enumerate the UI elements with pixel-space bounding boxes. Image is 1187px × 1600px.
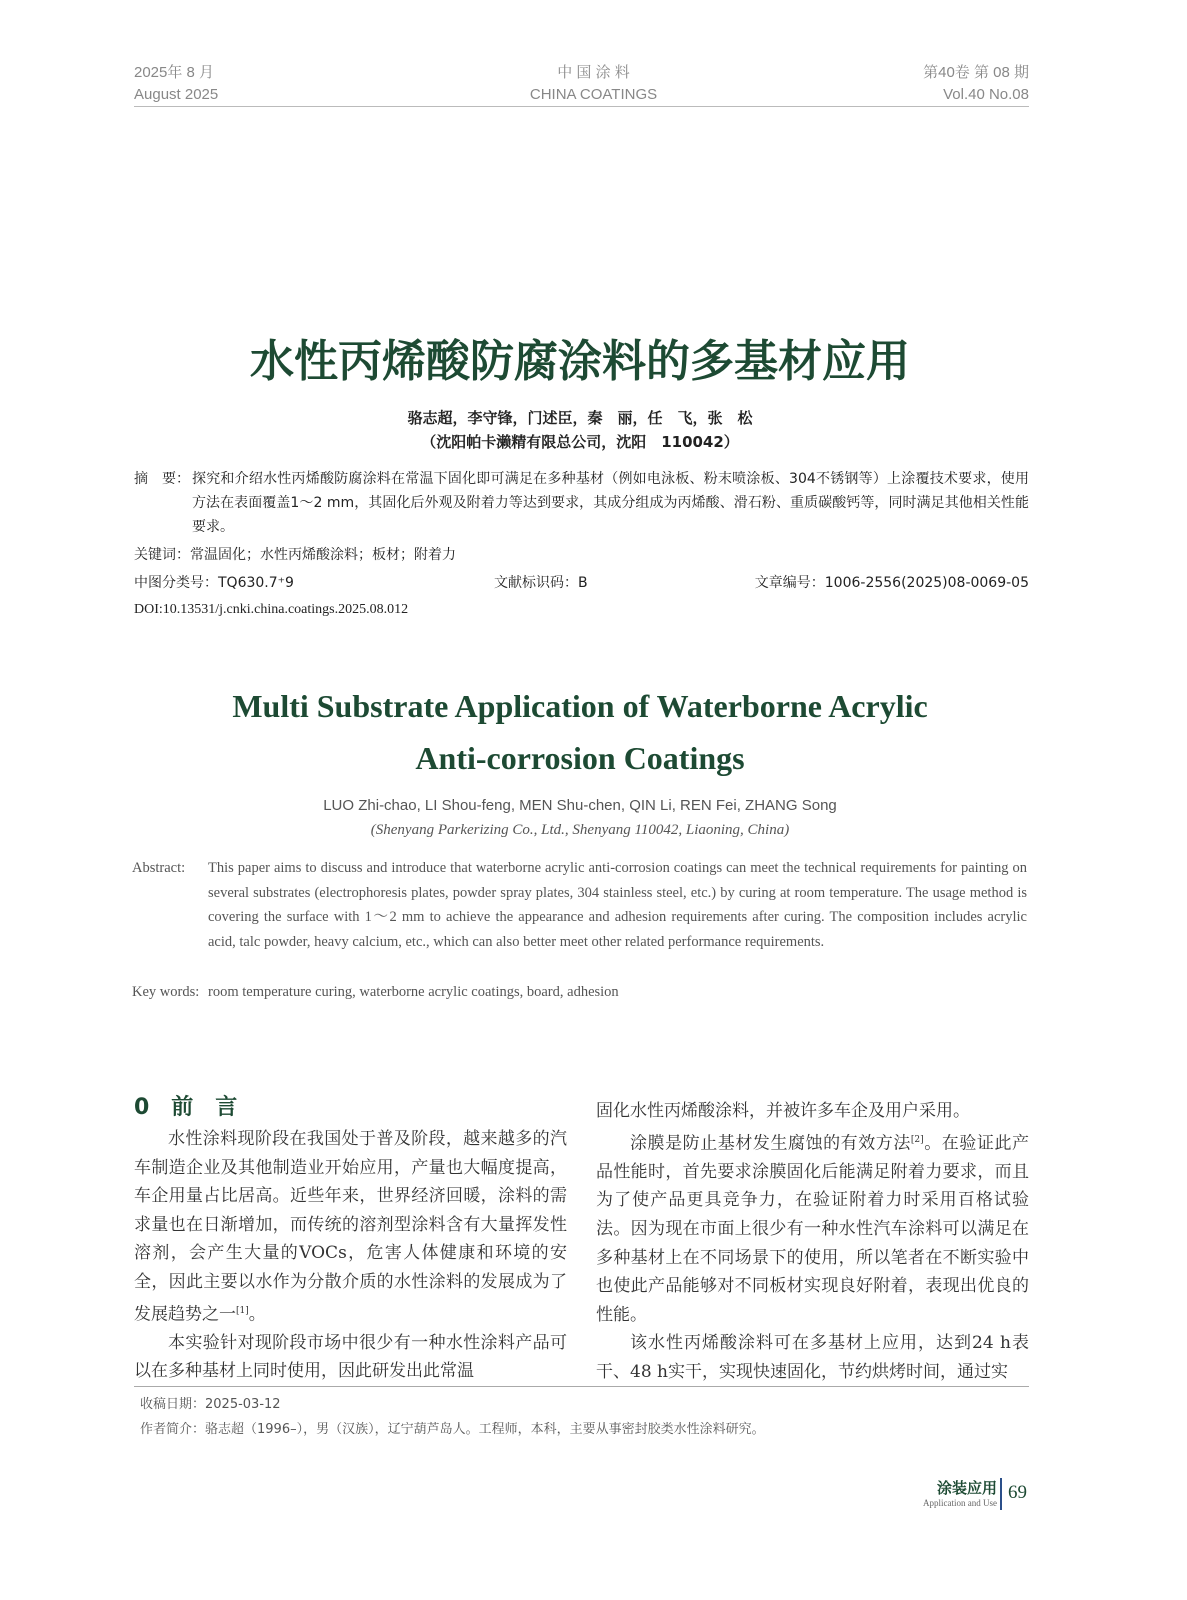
abstract-zh-label: 摘 要：	[134, 471, 190, 487]
keywords-zh-label: 关键词：	[134, 547, 190, 563]
paragraph: 该水性丙烯酸涂料可在多基材上应用，达到24 h表干、48 h实干，实现快速固化，节约烘烤时间，通过实	[596, 1333, 1029, 1382]
body-column-right	[596, 1097, 1029, 1387]
title-en-line2: Anti-corrosion Coatings	[415, 740, 745, 776]
clc-number: 中图分类号：TQ630.7⁺9	[134, 575, 294, 591]
paragraph	[134, 1125, 567, 1329]
received-date: 收稿日期：2025-03-12	[140, 1397, 281, 1412]
header-issue	[923, 62, 1029, 106]
paragraph-end: 。	[248, 1304, 266, 1325]
keywords-en-text: room temperature curing, waterborne acrylic coatings, board, adhesion	[208, 984, 619, 1000]
article-number: 文章编号：1006-2556(2025)08-0069-05	[754, 575, 1029, 591]
authors-en: LUO Zhi-chao, LI Shou-feng, MEN Shu-chen, QIN Li, REN Fei, ZHANG Song	[323, 797, 837, 814]
affiliation-zh: （沈阳帕卡濑精有限总公司，沈阳 110042）	[421, 433, 739, 451]
paragraph: 本实验针对现阶段市场中很少有一种水性涂料产品可以在多种基材上同时使用，因此研发出此常温	[134, 1332, 567, 1382]
affiliation-en: (Shenyang Parkerizing Co., Ltd., Shenyang 110042, Liaoning, China)	[370, 822, 790, 838]
author-bio: 作者简介：骆志超（1996–），男（汉族），辽宁葫芦岛人。工程师，本科，主要从事密封胶类水性涂料研究。	[140, 1422, 765, 1437]
issue-en: Vol.40 No.08	[943, 86, 1029, 103]
authors-block	[0, 406, 1160, 454]
abstract-en-label: Abstract:	[132, 860, 186, 876]
paragraph-continued: 固化水性丙烯酸涂料，并被许多车企及用户采用。	[596, 1101, 970, 1121]
date-en: August 2025	[134, 86, 219, 103]
footer-section	[923, 1477, 997, 1508]
abstract-en-text: This paper aims to discuss and introduce that waterborne acrylic anti-corrosion coatings can meet the technical requirements for painting on several substrates (electrophoresis plates, powder spray plates, 304 stainless steel, etc.) by curing at room temperature. The usage method is covering the surface with 1～2 mm to achieve the appearance and adhesion requirements after curing. The composition includes acrylic acid, talc powder, heavy calcium, etc., which can also better meet other related performance requirements.	[208, 860, 1027, 950]
abstract-zh	[134, 467, 1029, 539]
keywords-zh	[134, 543, 1029, 567]
abstract-zh-text: 探究和介绍水性丙烯酸防腐涂料在常温下固化即可满足在多种基材（例如电泳板、粉末喷涂板、304不锈钢等）上涂覆技术要求，使用方法在表面覆盖1～2 mm，其固化后外观及附着力等达到要求，其成分组成为丙烯酸、滑石粉、重质碳酸钙等，同时满足其他相关性能要求。	[192, 471, 1029, 535]
doi[interactable]: DOI:10.13531/j.cnki.china.coatings.2025.08.012	[134, 602, 409, 617]
footer-section-zh: 涂装应用	[936, 1479, 997, 1497]
paragraph-text: 涂膜是防止基材发生腐蚀的有效方法	[630, 1133, 911, 1154]
title-en	[0, 680, 1160, 784]
header-divider	[134, 106, 1029, 107]
paragraph-text: 水性涂料现阶段在我国处于普及阶段，越来越多的汽车制造企业及其他制造业开始应用，产量也大幅度提高，车企用量占比居高。近些年来，世界经济回暖，涂料的需求量也在日渐增加，而传统的溶剂型涂料含有大量挥发性溶剂，会产生大量的VOCs，危害人体健康和环境的安全，因此主要以水作为分散介质的水性涂料的发展成为了发展趋势之一	[134, 1129, 567, 1325]
paragraph	[596, 1126, 1029, 1330]
abstract-en	[132, 856, 1027, 954]
page-number: 69	[1008, 1482, 1027, 1503]
citation[interactable]: [2]	[910, 1134, 924, 1145]
journal-zh: 中 国 涂 料	[557, 64, 630, 81]
date-zh: 2025年 8 月	[134, 64, 215, 81]
authors-zh: 骆志超，李守锋，门述臣，秦 丽，任 飞，张 松	[407, 409, 753, 427]
issue-zh: 第40卷 第 08 期	[923, 64, 1029, 81]
journal-en: CHINA COATINGS	[529, 86, 658, 103]
body-column-left	[134, 1095, 567, 1386]
keywords-en-label: Key words:	[132, 984, 200, 1000]
paragraph-text: 。在验证此产品性能时，首先要求涂膜固化后能满足附着力要求，而且为了使产品更具竞争力，在验证附着力时采用百格试验法。因为现在市面上很少有一种水性汽车涂料可以满足在多种基材上在不同场景下的使用，所以笔者在不断实验中也使此产品能够对不同板材实现良好附着，表现出优良的性能。	[596, 1133, 1030, 1325]
title-en-line1: Multi Substrate Application of Waterborne Acrylic	[232, 688, 928, 724]
keywords-en	[132, 980, 1027, 1005]
footer-bar	[1000, 1478, 1002, 1510]
section-heading: 0 前 言	[134, 1095, 238, 1120]
footer-section-en: Application and Use	[923, 1498, 997, 1508]
footnote-divider	[134, 1386, 1029, 1387]
document-code: 文献标识码：B	[494, 575, 588, 591]
title-zh: 水性丙烯酸防腐涂料的多基材应用	[250, 336, 910, 387]
keywords-zh-text: 常温固化；水性丙烯酸涂料；板材；附着力	[190, 547, 456, 563]
citation[interactable]: [1]	[236, 1305, 249, 1316]
